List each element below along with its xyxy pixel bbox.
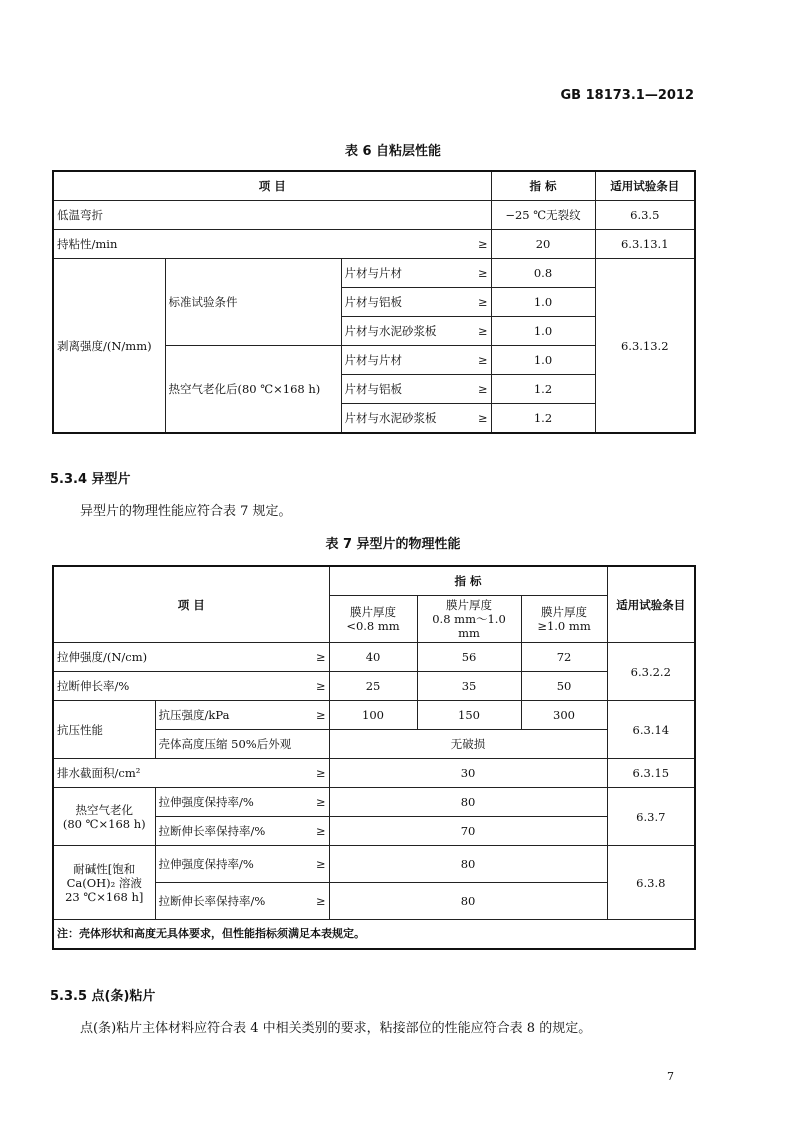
peel-sub: 片材与水泥砂浆板 ≥ bbox=[341, 317, 491, 346]
t7-value: 30 bbox=[329, 759, 607, 788]
t7-value: 80 bbox=[329, 883, 607, 920]
section-535-text: 点(条)粘片主体材料应符合表 4 中相关类别的要求，粘接部位的性能应符合表 8 的规定。 bbox=[80, 1021, 592, 1036]
peel-clause: 6.3.13.2 bbox=[595, 259, 695, 434]
t7-compress-label: 抗压性能 bbox=[53, 701, 155, 759]
t7-value: 80 bbox=[329, 846, 607, 883]
peel-sub: 片材与片材 ≥ bbox=[341, 259, 491, 288]
peel-value: 1.0 bbox=[491, 288, 595, 317]
t7-value: 无破损 bbox=[329, 730, 607, 759]
t6-item: 低温弯折 bbox=[53, 201, 491, 230]
t7-value: 50 bbox=[521, 672, 607, 701]
table-row bbox=[53, 846, 695, 883]
table-row bbox=[53, 788, 695, 817]
t6-value: 20 bbox=[491, 230, 595, 259]
t6-clause: 6.3.5 bbox=[595, 201, 695, 230]
t6-header-item: 项 目 bbox=[53, 171, 491, 201]
t7-alkali-sub: 拉断伸长率保持率/% ≥ bbox=[155, 883, 329, 920]
t7-tensile-label: 拉伸强度/(N/cm) ≥ bbox=[53, 643, 329, 672]
peel-group-aged: 热空气老化后(80 ℃×168 h) bbox=[165, 346, 341, 434]
section-535-heading: 5.3.5 点(条)粘片 bbox=[50, 989, 156, 1004]
peel-label: 剥离强度/(N/mm) bbox=[53, 259, 165, 434]
table7 bbox=[52, 565, 696, 950]
table-row bbox=[53, 759, 695, 788]
t7-value: 56 bbox=[417, 643, 521, 672]
table-row bbox=[53, 672, 695, 701]
standard-code: GB 18173.1—2012 bbox=[560, 88, 694, 103]
section-534-text: 异型片的物理性能应符合表 7 规定。 bbox=[80, 504, 292, 519]
t7-value: 25 bbox=[329, 672, 417, 701]
peel-value: 1.2 bbox=[491, 404, 595, 434]
peel-sub: 片材与铝板 ≥ bbox=[341, 288, 491, 317]
t7-note: 注：壳体形状和高度无具体要求，但性能指标须满足本表规定。 bbox=[53, 920, 695, 950]
t7-clause: 6.3.7 bbox=[607, 788, 695, 846]
t7-alkali-label: 耐碱性[饱和 Ca(OH)₂ 溶液 23 ℃×168 h] bbox=[53, 846, 155, 920]
t6-item: 持粘性/min ≥ bbox=[53, 230, 491, 259]
t7-value: 150 bbox=[417, 701, 521, 730]
table-row bbox=[53, 701, 695, 730]
t7-drain-label: 排水截面积/cm² ≥ bbox=[53, 759, 329, 788]
t7-clause: 6.3.8 bbox=[607, 846, 695, 920]
table-row bbox=[53, 259, 695, 288]
t7-compress-sub: 抗压强度/kPa ≥ bbox=[155, 701, 329, 730]
t7-alkali-sub: 拉伸强度保持率/% ≥ bbox=[155, 846, 329, 883]
t6-header-index: 指 标 bbox=[491, 171, 595, 201]
t7-heat-label: 热空气老化 (80 ℃×168 h) bbox=[53, 788, 155, 846]
section-534-heading: 5.3.4 异型片 bbox=[50, 472, 131, 487]
t7-thickness-col: 膜片厚度 0.8 mm～1.0 mm bbox=[417, 596, 521, 643]
t7-value: 72 bbox=[521, 643, 607, 672]
t7-thickness-col: 膜片厚度 <0.8 mm bbox=[329, 596, 417, 643]
table-row bbox=[53, 201, 695, 230]
table7-caption: 表 7 异型片的物理性能 bbox=[325, 537, 461, 552]
table-row bbox=[53, 643, 695, 672]
t7-thickness-col: 膜片厚度 ≥1.0 mm bbox=[521, 596, 607, 643]
t7-clause: 6.3.2.2 bbox=[607, 643, 695, 701]
t7-compress-sub: 壳体高度压缩 50%后外观 bbox=[155, 730, 329, 759]
t7-value: 40 bbox=[329, 643, 417, 672]
t6-clause: 6.3.13.1 bbox=[595, 230, 695, 259]
peel-sub: 片材与片材 ≥ bbox=[341, 346, 491, 375]
t7-clause: 6.3.15 bbox=[607, 759, 695, 788]
t7-header-clause: 适用试验条目 bbox=[607, 566, 695, 643]
peel-group-standard: 标准试验条件 bbox=[165, 259, 341, 346]
peel-sub: 片材与水泥砂浆板 ≥ bbox=[341, 404, 491, 434]
peel-value: 1.2 bbox=[491, 375, 595, 404]
t7-heat-sub: 拉伸强度保持率/% ≥ bbox=[155, 788, 329, 817]
t7-value: 35 bbox=[417, 672, 521, 701]
t7-value: 300 bbox=[521, 701, 607, 730]
t7-heat-sub: 拉断伸长率保持率/% ≥ bbox=[155, 817, 329, 846]
peel-value: 0.8 bbox=[491, 259, 595, 288]
table-row bbox=[53, 230, 695, 259]
t7-header-index: 指 标 bbox=[329, 566, 607, 596]
table6-caption: 表 6 自粘层性能 bbox=[344, 144, 442, 159]
peel-sub: 片材与铝板 ≥ bbox=[341, 375, 491, 404]
page-number: 7 bbox=[667, 1070, 674, 1083]
t7-value: 70 bbox=[329, 817, 607, 846]
t7-elong-label: 拉断伸长率/% ≥ bbox=[53, 672, 329, 701]
t7-clause: 6.3.14 bbox=[607, 701, 695, 759]
table6 bbox=[52, 170, 696, 434]
t7-header-item: 项 目 bbox=[53, 566, 329, 643]
t6-header-clause: 适用试验条目 bbox=[595, 171, 695, 201]
peel-value: 1.0 bbox=[491, 317, 595, 346]
t7-value: 100 bbox=[329, 701, 417, 730]
t6-value: −25 ℃无裂纹 bbox=[491, 201, 595, 230]
t7-value: 80 bbox=[329, 788, 607, 817]
peel-value: 1.0 bbox=[491, 346, 595, 375]
